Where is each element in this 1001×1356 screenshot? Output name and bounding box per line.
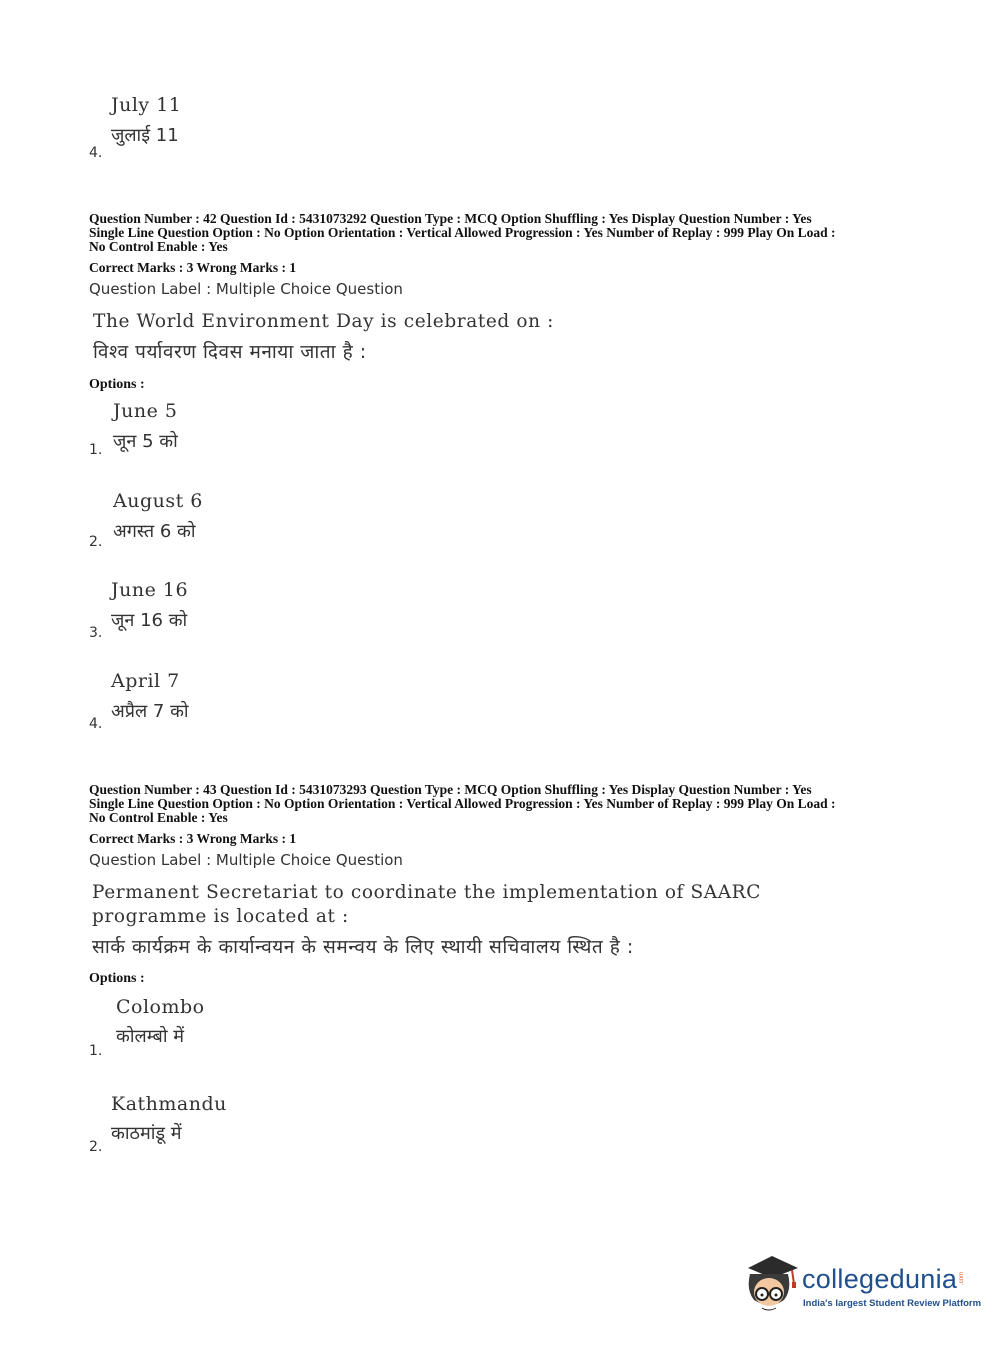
mascot-icon bbox=[740, 1250, 800, 1316]
question-text-hi: सार्क कार्यक्रम के कार्यान्वयन के समन्वय के लिए स्थायी सचिवालय स्थित है : bbox=[92, 936, 634, 958]
option-number: 4. bbox=[89, 145, 103, 161]
question-text-hi: विश्व पर्यावरण दिवस मनाया जाता है : bbox=[93, 341, 367, 363]
option-number: 1. bbox=[89, 1043, 103, 1059]
option-text-hi: कोलम्बो में bbox=[116, 1026, 184, 1047]
option-number: 4. bbox=[89, 716, 103, 732]
question-text-en-line1: Permanent Secretariat to coordinate the implementation of SAARC bbox=[92, 882, 761, 903]
question-label: Question Label : Multiple Choice Question bbox=[89, 851, 403, 869]
question-meta-line3: No Control Enable : Yes bbox=[89, 239, 228, 254]
option-text-hi: जून 5 को bbox=[113, 431, 178, 452]
option-text-en: Colombo bbox=[116, 996, 205, 1018]
option-text-hi: जून 16 को bbox=[111, 610, 188, 631]
option-number: 1. bbox=[89, 442, 103, 458]
question-text-en: The World Environment Day is celebrated on : bbox=[93, 311, 554, 332]
logo-tagline: India's largest Student Review Platform bbox=[803, 1298, 982, 1309]
option-number: 2. bbox=[89, 1139, 103, 1155]
options-label: Options : bbox=[89, 377, 145, 392]
question-label: Question Label : Multiple Choice Question bbox=[89, 280, 403, 298]
question-meta-line3: No Control Enable : Yes bbox=[89, 810, 228, 825]
option-text-hi: जुलाई 11 bbox=[111, 125, 179, 146]
option-text-en: August 6 bbox=[113, 490, 203, 512]
question-marks: Correct Marks : 3 Wrong Marks : 1 bbox=[89, 831, 297, 846]
option-text-en: June 5 bbox=[113, 400, 178, 422]
option-text-hi: काठमांडू में bbox=[111, 1123, 182, 1144]
option-number: 3. bbox=[89, 625, 103, 641]
question-marks: Correct Marks : 3 Wrong Marks : 1 bbox=[89, 260, 297, 275]
collegedunia-logo[interactable] bbox=[740, 1250, 982, 1320]
question-meta-line2: Single Line Question Option : No Option Orientation : Vertical Allowed Progression : Yes Number of Replay : 999 Play On Load : bbox=[89, 796, 836, 811]
option-text-en: Kathmandu bbox=[111, 1093, 227, 1115]
option-text-en: April 7 bbox=[111, 670, 180, 692]
option-text-hi: अप्रैल 7 को bbox=[111, 701, 189, 722]
option-text-hi: अगस्त 6 को bbox=[113, 521, 196, 542]
logo-wordmark: collegedunia bbox=[802, 1264, 958, 1294]
options-label: Options : bbox=[89, 971, 145, 986]
logo-domain-suffix: .com bbox=[959, 1272, 965, 1286]
question-meta-line2: Single Line Question Option : No Option Orientation : Vertical Allowed Progression : Yes Number of Replay : 999 Play On Load : bbox=[89, 225, 836, 240]
option-text-en: July 11 bbox=[111, 94, 182, 116]
question-text-en-line2: programme is located at : bbox=[92, 906, 349, 927]
option-text-en: June 16 bbox=[111, 579, 189, 601]
question-meta-line1: Question Number : 43 Question Id : 5431073293 Question Type : MCQ Option Shuffling : Yes Display Question Number : Yes bbox=[89, 782, 812, 797]
option-number: 2. bbox=[89, 534, 103, 550]
question-meta-line1: Question Number : 42 Question Id : 5431073292 Question Type : MCQ Option Shuffling : Yes Display Question Number : Yes bbox=[89, 211, 812, 226]
